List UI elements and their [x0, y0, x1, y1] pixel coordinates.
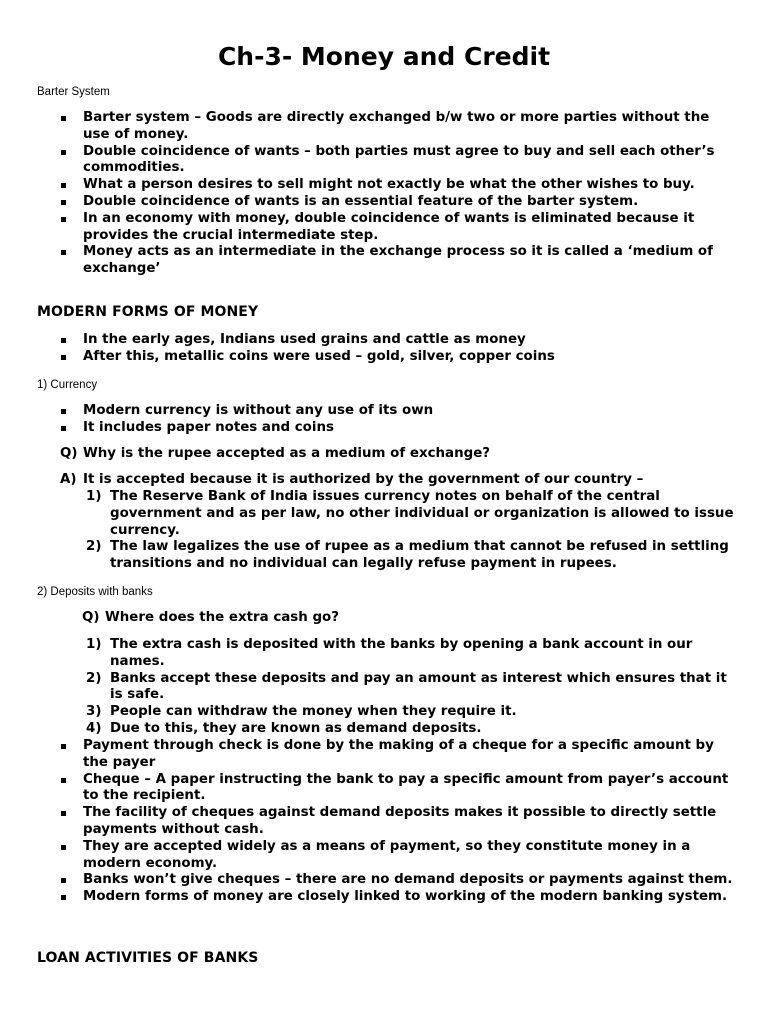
- deposits-points: [86, 637, 740, 738]
- list-item: 2) The law legalizes the use of rupee as a medium that cannot be refused in settling transitions and no individual can legally refuse payment in rupees.: [86, 539, 729, 572]
- currency-question: Q) Why is the rupee accepted as a medium of exchange?: [60, 446, 491, 461]
- list-item: 2) Banks accept these deposits and pay an amount as interest which ensures that it is safe.: [86, 670, 727, 703]
- list-item: Double coincidence of wants – both parties must agree to buy and sell each other’s commodities.: [60, 144, 740, 178]
- square-bullet-icon: [61, 426, 66, 431]
- page-title: Ch-3- Money and Credit: [217, 42, 551, 71]
- currency-answer-points: [86, 489, 740, 573]
- currency-answer: A) It is accepted because it is authorized by the government of our country –: [60, 472, 644, 487]
- square-bullet-icon: [61, 217, 66, 222]
- deposits-question: Q) Where does the extra cash go?: [82, 610, 340, 625]
- list-item: 1) The extra cash is deposited with the banks by opening a bank account in our names.: [86, 637, 693, 669]
- deposits-bullet-list: [60, 738, 740, 906]
- list-item: Modern currency is without any use of its own: [60, 403, 740, 420]
- list-item: Barter system – Goods are directly exchanged b/w two or more parties without the use of money.: [60, 110, 740, 144]
- list-item: Cheque – A paper instructing the bank to pay a specific amount from payer’s account to the recipient.: [60, 772, 740, 806]
- section-heading-barter-system: Barter System: [37, 86, 110, 98]
- list-item: After this, metallic coins were used – gold, silver, copper coins: [60, 349, 740, 366]
- list-item: 4) Due to this, they are known as demand deposits.: [86, 720, 482, 736]
- square-bullet-icon: [61, 355, 66, 360]
- square-bullet-icon: [61, 183, 66, 188]
- square-bullet-icon: [61, 744, 66, 749]
- list-item: What a person desires to sell might not exactly be what the other wishes to buy.: [60, 177, 740, 194]
- list-item: It includes paper notes and coins: [60, 420, 740, 437]
- list-item: In an economy with money, double coincidence of wants is eliminated because it provides the crucial intermediate step.: [60, 211, 740, 245]
- list-item: 1) The Reserve Bank of India issues currency notes on behalf of the central government and as per law, no other individual or organization is allowed to issue currency.: [86, 489, 734, 538]
- section-heading-currency: 1) Currency: [37, 379, 98, 391]
- list-item: The facility of cheques against demand deposits makes it possible to directly settle payments without cash.: [60, 805, 740, 839]
- square-bullet-icon: [61, 200, 66, 205]
- square-bullet-icon: [61, 878, 66, 883]
- square-bullet-icon: [61, 811, 66, 816]
- square-bullet-icon: [61, 250, 66, 255]
- list-item: In the early ages, Indians used grains and cattle as money: [60, 332, 740, 349]
- square-bullet-icon: [61, 338, 66, 343]
- section-heading-loan-activities: LOAN ACTIVITIES OF BANKS: [37, 950, 259, 966]
- section-heading-modern-forms: MODERN FORMS OF MONEY: [37, 304, 259, 320]
- square-bullet-icon: [61, 409, 66, 414]
- list-item: Banks won’t give cheques – there are no demand deposits or payments against them.: [60, 872, 740, 889]
- square-bullet-icon: [61, 895, 66, 900]
- square-bullet-icon: [61, 116, 66, 121]
- square-bullet-icon: [61, 845, 66, 850]
- modern-forms-bullet-list: [60, 332, 740, 366]
- barter-bullet-list: [60, 110, 740, 278]
- list-item: Money acts as an intermediate in the exchange process so it is called a ‘medium of exchange’: [60, 244, 740, 278]
- list-item: 3) People can withdraw the money when they require it.: [86, 704, 517, 720]
- square-bullet-icon: [61, 150, 66, 155]
- square-bullet-icon: [61, 778, 66, 783]
- currency-bullet-list: [60, 403, 740, 437]
- list-item: Modern forms of money are closely linked to working of the modern banking system.: [60, 889, 740, 906]
- list-item: Payment through check is done by the making of a cheque for a specific amount by the payer: [60, 738, 740, 772]
- section-heading-deposits: 2) Deposits with banks: [37, 586, 153, 598]
- list-item: Double coincidence of wants is an essential feature of the barter system.: [60, 194, 740, 211]
- list-item: They are accepted widely as a means of payment, so they constitute money in a modern economy.: [60, 839, 740, 873]
